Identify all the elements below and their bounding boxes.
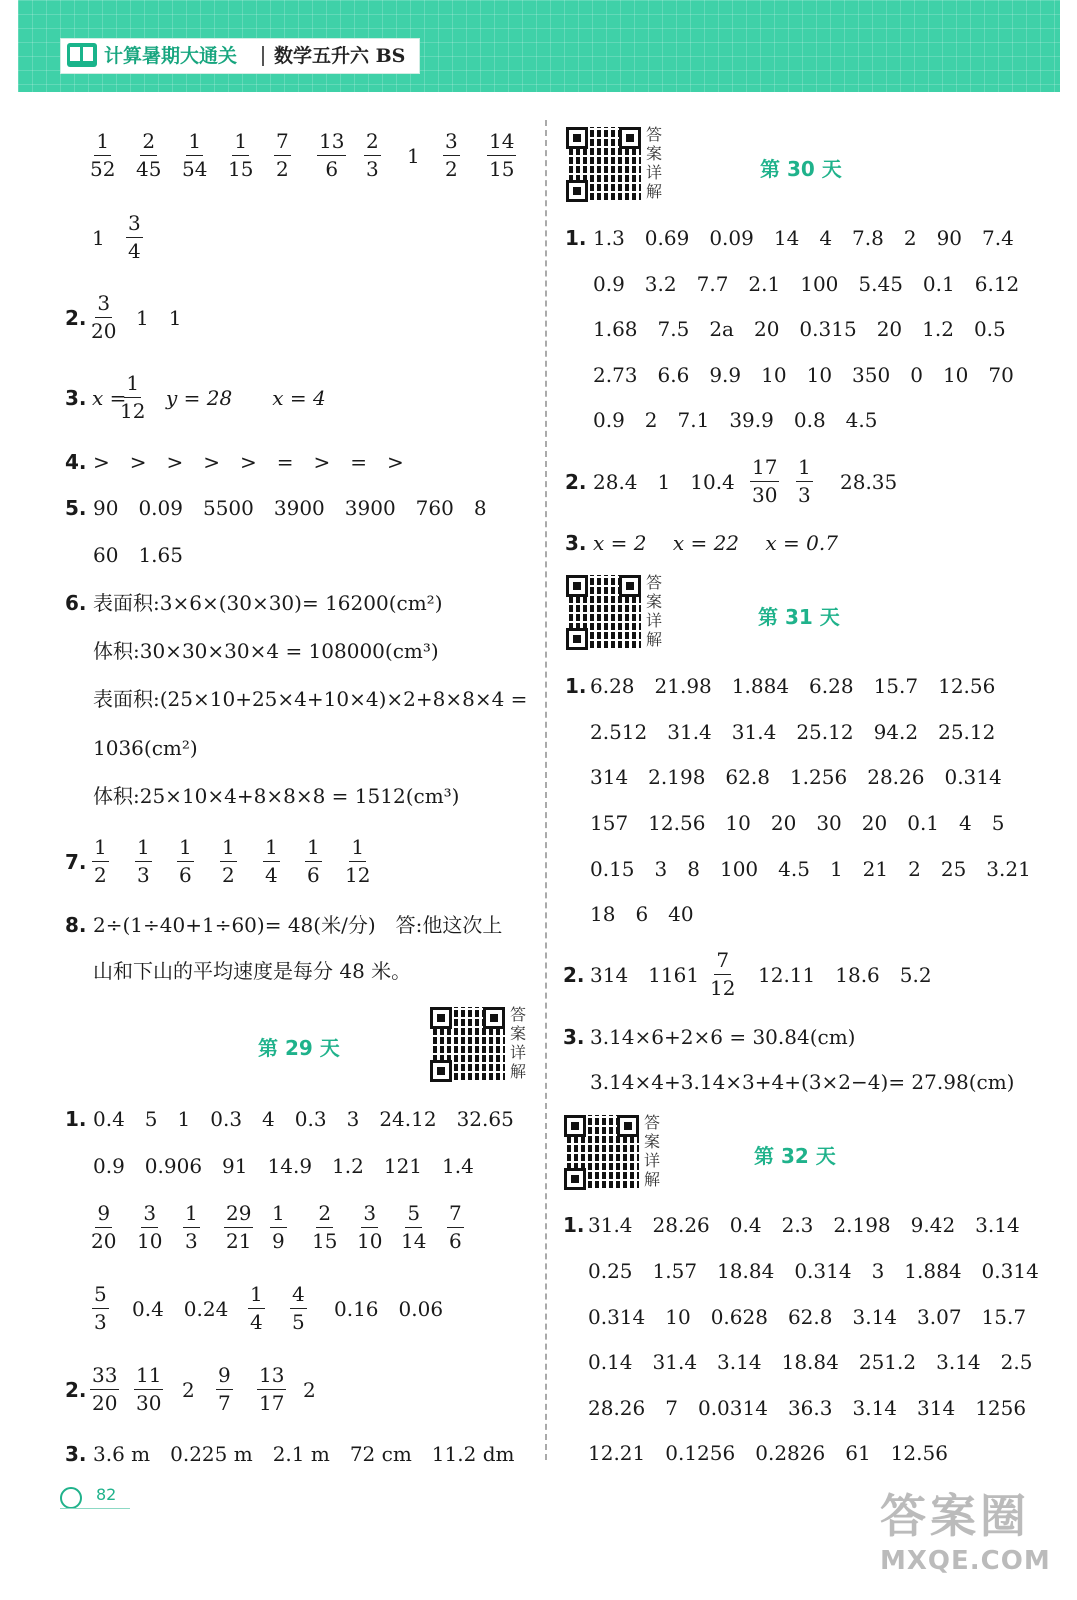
value: 1 xyxy=(92,226,105,250)
qr-code[interactable] xyxy=(564,1115,639,1190)
question-number: 1. xyxy=(563,1213,585,1237)
fraction: $\frac{1}{15}$ xyxy=(228,129,254,181)
question-number: 2. xyxy=(65,1378,87,1402)
fraction: $\frac{9}{20}$ xyxy=(91,1201,117,1253)
question-number: 1. xyxy=(565,226,587,250)
answer-line: 157 12.56 10 20 30 20 0.1 4 5 xyxy=(590,811,1005,835)
answer-line: 体积:30×30×30×4 = 108000(cm³) xyxy=(93,639,439,663)
answer-line: 28.35 xyxy=(840,470,898,494)
question-number: 3. xyxy=(565,531,587,555)
value: 2 xyxy=(303,1378,316,1402)
footer-line xyxy=(60,1508,130,1509)
answer-line: 18 6 40 xyxy=(590,902,694,926)
fraction: $\frac{4}{5}$ xyxy=(292,1282,305,1334)
answer-line: 0.9 2 7.1 39.9 0.8 4.5 xyxy=(593,408,878,432)
answer-line: 表面积:3×6×(30×30)= 16200(cm²) xyxy=(93,591,443,615)
qr-label: 答案详解 xyxy=(646,125,663,201)
day-heading: 第 31 天 xyxy=(758,605,840,629)
answer-line: 0.9 3.2 7.7 2.1 100 5.45 0.1 6.12 xyxy=(593,272,1020,296)
question-number: 2. xyxy=(565,470,587,494)
fraction: $\frac{9}{7}$ xyxy=(218,1363,231,1415)
answer-line: > > > > > = > = > xyxy=(93,450,404,474)
answer-line: 0.9 0.906 91 14.9 1.2 121 1.4 xyxy=(93,1154,474,1178)
answer-line: 6.28 21.98 1.884 6.28 15.7 12.56 xyxy=(590,674,996,698)
fraction: $\frac{2}{15}$ xyxy=(312,1201,338,1253)
question-number: 5. xyxy=(65,496,87,520)
qr-code[interactable] xyxy=(430,1007,505,1082)
answer-line: x = xyxy=(92,386,127,410)
fraction: $\frac{1}{2}$ xyxy=(222,835,235,887)
watermark xyxy=(880,1480,1060,1590)
answer-line: 0.314 10 0.628 62.8 3.14 3.07 15.7 xyxy=(588,1305,1027,1329)
answer-line: 2.512 31.4 31.4 25.12 94.2 25.12 xyxy=(590,720,996,744)
fraction: $\frac{17}{30}$ xyxy=(752,455,778,507)
question-number: 3. xyxy=(65,1442,87,1466)
fraction: $\frac{3}{2}$ xyxy=(445,129,458,181)
page-number: 82 xyxy=(96,1485,117,1504)
answer-line: 28.4 1 10.4 xyxy=(593,470,735,494)
answer-line: 2÷(1÷40+1÷60)= 48(米/分) 答:他这次上 xyxy=(93,913,503,937)
fraction: $\frac{1}{52}$ xyxy=(90,129,116,181)
answer-line: 0.14 31.4 3.14 18.84 251.2 3.14 2.5 xyxy=(588,1350,1033,1374)
answer-line: y = 28 x = 4 xyxy=(166,386,326,410)
fraction: $\frac{13}{6}$ xyxy=(319,129,345,181)
fraction: $\frac{1}{9}$ xyxy=(272,1201,285,1253)
fraction: $\frac{7}{2}$ xyxy=(276,129,289,181)
fraction: $\frac{3}{20}$ xyxy=(91,291,117,343)
answer-line: x = 2 x = 22 x = 0.7 xyxy=(593,531,838,555)
answer-line: 314 1161 xyxy=(590,963,700,987)
qr-label: 答案详解 xyxy=(646,573,663,649)
qr-label: 答案详解 xyxy=(510,1005,527,1081)
question-number: 6. xyxy=(65,591,87,615)
fraction: $\frac{1}{2}$ xyxy=(94,835,107,887)
answer-line: 3.14×4+3.14×3+4+(3×2−4)= 27.98(cm) xyxy=(590,1070,1015,1094)
value: 2 xyxy=(182,1378,195,1402)
question-number: 2. xyxy=(65,306,87,330)
fraction: $\frac{1}{12}$ xyxy=(120,371,146,423)
sun-icon xyxy=(60,1487,82,1509)
answer-line: 1036(cm²) xyxy=(93,736,198,760)
question-number: 8. xyxy=(65,913,87,937)
answer-line: 0.4 5 1 0.3 4 0.3 3 24.12 32.65 xyxy=(93,1107,514,1131)
fraction: $\frac{1}{3}$ xyxy=(185,1201,198,1253)
answer-line: 2.73 6.6 9.9 10 10 350 0 10 70 xyxy=(593,363,1014,387)
fraction: $\frac{3}{10}$ xyxy=(357,1201,383,1253)
fraction: $\frac{7}{6}$ xyxy=(449,1201,462,1253)
answer-line: 0.15 3 8 100 4.5 1 21 2 25 3.21 xyxy=(590,857,1031,881)
answer-line: 1.3 0.69 0.09 14 4 7.8 2 90 7.4 xyxy=(593,226,1014,250)
question-number: 2. xyxy=(563,963,585,987)
fraction: $\frac{1}{3}$ xyxy=(798,455,811,507)
watermark-url: MXQE.COM xyxy=(880,1546,1051,1576)
question-number: 3. xyxy=(563,1025,585,1049)
question-number: 3. xyxy=(65,386,87,410)
answer-line: 表面积:(25×10+25×4+10×4)×2+8×8×4 = xyxy=(93,687,528,711)
qr-label: 答案详解 xyxy=(644,1113,661,1189)
fraction: $\frac{13}{17}$ xyxy=(259,1363,285,1415)
question-number: 1. xyxy=(565,674,587,698)
fraction: $\frac{2}{45}$ xyxy=(136,129,162,181)
fraction: $\frac{1}{54}$ xyxy=(182,129,208,181)
answer-line: 28.26 7 0.0314 36.3 3.14 314 1256 xyxy=(588,1396,1027,1420)
answer-line: 314 2.198 62.8 1.256 28.26 0.314 xyxy=(590,765,1002,789)
qr-code[interactable] xyxy=(566,127,641,202)
day-heading: 第 30 天 xyxy=(760,157,842,181)
fraction: $\frac{3}{4}$ xyxy=(128,211,141,263)
value: 0.16 0.06 xyxy=(334,1297,444,1321)
answer-line: 3.6 m 0.225 m 2.1 m 72 cm 11.2 dm xyxy=(93,1442,515,1466)
fraction: $\frac{1}{6}$ xyxy=(179,835,192,887)
fraction: $\frac{33}{20}$ xyxy=(92,1363,118,1415)
answer-line: 体积:25×10×4+8×8×8 = 1512(cm³) xyxy=(93,784,460,808)
answer-line: 山和下山的平均速度是每分 48 米。 xyxy=(93,959,412,983)
answer-line: 1 1 xyxy=(136,306,182,330)
fraction: $\frac{1}{12}$ xyxy=(345,835,371,887)
series-title: 计算暑期大通关 xyxy=(104,45,238,67)
day-heading: 第 29 天 xyxy=(258,1036,340,1060)
day-heading: 第 32 天 xyxy=(754,1144,836,1168)
book-icon xyxy=(67,43,97,67)
answer-line: 12.11 18.6 5.2 xyxy=(758,963,932,987)
fraction: $\frac{5}{14}$ xyxy=(401,1201,427,1253)
fraction: $\frac{5}{3}$ xyxy=(94,1282,107,1334)
grade-title: 数学五升六 BS xyxy=(274,45,406,67)
question-number: 7. xyxy=(65,850,87,874)
fraction: $\frac{29}{21}$ xyxy=(226,1201,252,1253)
fraction: $\frac{1}{4}$ xyxy=(265,835,278,887)
fraction: $\frac{11}{30}$ xyxy=(136,1363,162,1415)
value: 0.4 0.24 xyxy=(132,1297,229,1321)
answer-line: 12.21 0.1256 0.2826 61 12.56 xyxy=(588,1441,948,1465)
question-number: 4. xyxy=(65,450,87,474)
fraction: $\frac{2}{3}$ xyxy=(366,129,379,181)
answer-line: 1.68 7.5 2a 20 0.315 20 1.2 0.5 xyxy=(593,317,1006,341)
fraction: $\frac{3}{10}$ xyxy=(137,1201,163,1253)
qr-code[interactable] xyxy=(566,575,641,650)
question-number: 1. xyxy=(65,1107,87,1131)
column-divider xyxy=(545,120,547,1460)
answer-line: 3.14×6+2×6 = 30.84(cm) xyxy=(590,1025,856,1049)
answer-line: 60 1.65 xyxy=(93,543,183,567)
answer-line: 90 0.09 5500 3900 3900 760 8 xyxy=(93,496,487,520)
fraction: $\frac{1}{6}$ xyxy=(307,835,320,887)
watermark-logo: 答案圈 xyxy=(880,1489,1030,1543)
fraction: $\frac{1}{3}$ xyxy=(137,835,150,887)
answer-line: 0.25 1.57 18.84 0.314 3 1.884 0.314 xyxy=(588,1259,1039,1283)
fraction: $\frac{7}{12}$ xyxy=(710,948,736,1000)
answer-line: 31.4 28.26 0.4 2.3 2.198 9.42 3.14 xyxy=(588,1213,1020,1237)
value: 1 xyxy=(407,144,420,168)
fraction: $\frac{1}{4}$ xyxy=(250,1282,263,1334)
fraction: $\frac{14}{15}$ xyxy=(489,129,515,181)
title-separator xyxy=(262,46,264,66)
